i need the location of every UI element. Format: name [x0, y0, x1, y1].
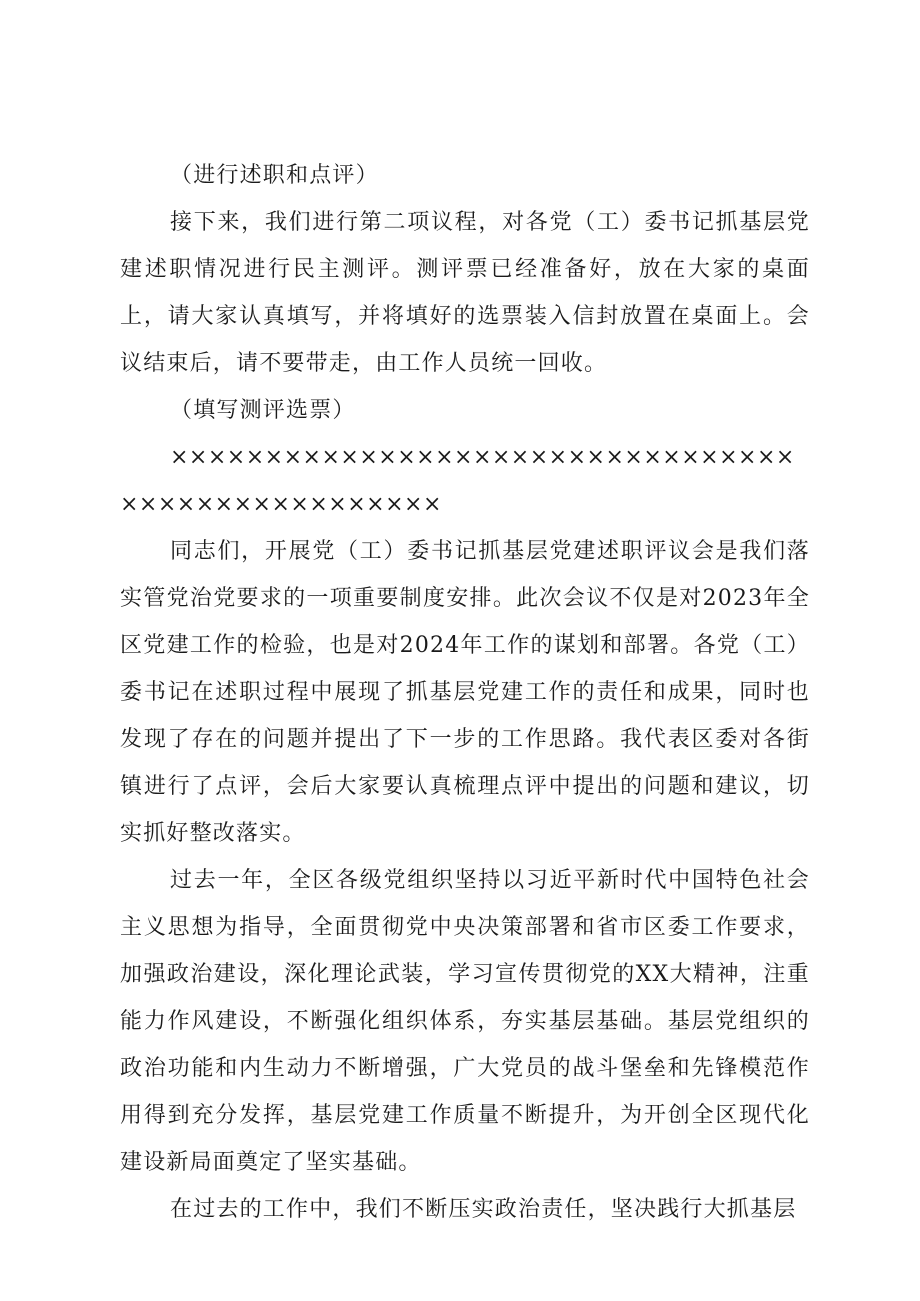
document-body [120, 152, 810, 1233]
redacted-placeholder-line: ×××××××××××××××××××××××××××××××××××××××××××××××××× [120, 445, 795, 517]
paragraph-past-year-review: 过去一年，全区各级党组织坚持以习近平新时代中国特色社会主义思想为指导，全面贯彻党中央决策部署和省市区委工作要求，加强政治建设，深化理论武装，学习宣传贯彻党的XX大精神，注重能力作风建设，不断强化组织体系，夯实基层基础。基层党组织的政治功能和内生动力不断增强，广大党员的战斗堡垒和先锋模范作用得到充分发挥，基层党建工作质量不断提升，为开创全区现代化建设新局面奠定了坚实基础。 [120, 868, 810, 1175]
stage-direction-ballot: （填写测评选票） [170, 398, 356, 423]
paragraph-meeting-significance: 同志们，开展党（工）委书记抓基层党建述职评议会是我们落实管党治党要求的一项重要制度安排。此次会议不仅是对2023年全区党建工作的检验，也是对2024年工作的谋划和部署。各党（工）委书记在述职过程中展现了抓基层党建工作的责任和成果，同时也发现了存在的问题并提出了下一步的工作思路。我代表区委对各街镇进行了点评，会后大家要认真梳理点评中提出的问题和建议，切实抓好整改落实。 [120, 539, 810, 846]
paragraph-past-work: 在过去的工作中，我们不断压实政治责任，坚决践行大抓基层 [170, 1197, 797, 1222]
stage-direction-review: （进行述职和点评） [170, 163, 379, 188]
paragraph-evaluation-instructions: 接下来，我们进行第二项议程，对各党（工）委书记抓基层党建述职情况进行民主测评。测评票已经准备好，放在大家的桌面上，请大家认真填写，并将填好的选票装入信封放置在桌面上。会议结束后，请不要带走，由工作人员统一回收。 [120, 210, 810, 376]
